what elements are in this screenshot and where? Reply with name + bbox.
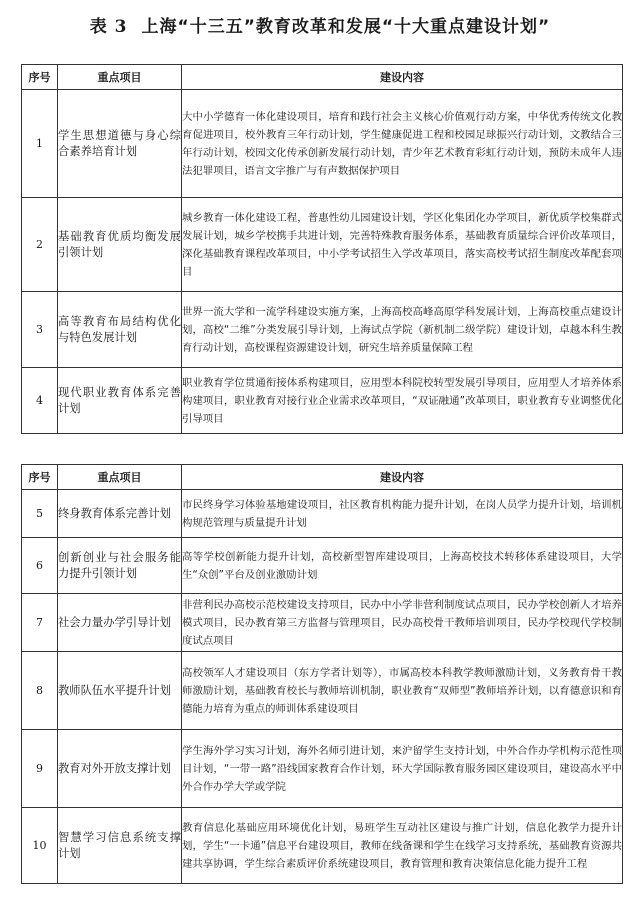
row-no: 10	[22, 808, 58, 884]
row-project: 社会力量办学引导计划	[58, 594, 182, 652]
row-project: 学生思想道德与身心综合素养培育计划	[58, 90, 182, 198]
row-project: 智慧学习信息系统支撑计划	[58, 808, 182, 884]
row-no: 2	[22, 198, 58, 292]
table-row	[22, 292, 623, 368]
header-row	[22, 65, 623, 90]
row-no: 5	[22, 490, 58, 538]
row-content: 教育信息化基础应用环境优化计划，易班学生互动社区建设与推广计划，信息化教学力提升计划，学生“一卡通”信息平台建设项目，教师在线备课和学生在线学习支持系统，基础教育资源共建共享协调，学生综合素质评价系统建设项目，教育管理和教育决策信息化能力提升工程	[182, 808, 623, 884]
table-row	[22, 808, 623, 884]
row-project: 教育对外开放支撑计划	[58, 730, 182, 808]
plan-table-part-1	[21, 64, 623, 434]
header-project: 重点项目	[58, 465, 182, 490]
table-row	[22, 594, 623, 652]
row-project: 终身教育体系完善计划	[58, 490, 182, 538]
row-no: 4	[22, 368, 58, 434]
table-row	[22, 198, 623, 292]
row-no: 6	[22, 538, 58, 594]
row-content: 城乡教育一体化建设工程，普惠性幼儿园建设计划，学区化集团化办学项目，新优质学校集群式发展计划，城乡学校携手共进计划，完善特殊教育服务体系，基础教育质量综合评价改革项目，深化基础教育课程改革项目，中小学考试招生入学改革项目，落实高校考试招生制度改革配套项目	[182, 198, 623, 292]
row-no: 8	[22, 652, 58, 730]
header-content: 建设内容	[182, 465, 623, 490]
row-content: 世界一流大学和一流学科建设实施方案，上海高校高峰高原学科发展计划，上海高校重点建设计划，高校“二维”分类发展引导计划，上海试点学院（新机制二级学院）建设计划，卓越本科生教育行动计划，高校课程资源建设计划，研究生培养质量保障工程	[182, 292, 623, 368]
header-content: 建设内容	[182, 65, 623, 90]
row-project: 创新创业与社会服务能力提升引领计划	[58, 538, 182, 594]
row-no: 7	[22, 594, 58, 652]
row-no: 9	[22, 730, 58, 808]
row-content: 市民终身学习体验基地建设项目，社区教育机构能力提升计划，在岗人员学力提升计划，培训机构规范管理与质量提升计划	[182, 490, 623, 538]
row-content: 高校领军人才建设项目（东方学者计划等），市属高校本科教学教师激励计划，义务教育骨干教师激励计划，基础教育校长与教师培训机制，职业教育“双师型”教师培养计划，以育德意识和育德能力培育为重点的师训体系建设项目	[182, 652, 623, 730]
row-content: 职业教育学位贯通衔接体系构建项目，应用型本科院校转型发展引导项目，应用型人才培养体系构建项目，职业教育对接行业企业需求改革项目，“双证融通”改革项目，职业教育专业调整优化引导项目	[182, 368, 623, 434]
table-row	[22, 90, 623, 198]
row-no: 3	[22, 292, 58, 368]
table-title-text: 上海“十三五”教育改革和发展“十大重点建设计划”	[141, 17, 551, 37]
row-content: 高等学校创新能力提升计划，高校新型智库建设项目，上海高校技术转移体系建设项目，大学生“众创”平台及创业激励计划	[182, 538, 623, 594]
table-row	[22, 538, 623, 594]
plan-table-part-2	[21, 464, 623, 884]
row-project: 基础教育优质均衡发展引领计划	[58, 198, 182, 292]
table-row	[22, 730, 623, 808]
header-project: 重点项目	[58, 65, 182, 90]
table-row	[22, 652, 623, 730]
header-no: 序号	[22, 465, 58, 490]
row-content: 大中小学德育一体化建设项目，培育和践行社会主义核心价值观行动方案，中华优秀传统文化教育促进项目，校外教育三年行动计划，学生健康促进工程和校园足球振兴行动计划，文教结合三年行动计划，校园文化传承创新发展行动计划，青少年艺术教育彩虹行动计划，预防未成年人违法犯罪项目，语言文字推广与有声数据保护项目	[182, 90, 623, 198]
row-project: 教师队伍水平提升计划	[58, 652, 182, 730]
table-row	[22, 368, 623, 434]
header-no: 序号	[22, 65, 58, 90]
row-content: 学生海外学习实习计划，海外名师引进计划，来沪留学生支持计划，中外合作办学机构示范性项目计划，“一带一路”沿线国家教育合作计划，环大学国际教育服务园区建设项目，建设高水平中外合作办学大学或学院	[182, 730, 623, 808]
table-number: 表 3	[89, 17, 128, 37]
row-content: 非营利民办高校示范校建设支持项目，民办中小学非营利制度试点项目，民办学校创新人才培养模式项目，民办教育第三方监督与管理项目，民办高校骨干教师培训项目，民办学校现代学校制度试点项目	[182, 594, 623, 652]
table-row	[22, 490, 623, 538]
row-project: 现代职业教育体系完善计划	[58, 368, 182, 434]
row-no: 1	[22, 90, 58, 198]
header-row	[22, 465, 623, 490]
row-project: 高等教育布局结构优化与特色发展计划	[58, 292, 182, 368]
table-title	[0, 12, 640, 37]
